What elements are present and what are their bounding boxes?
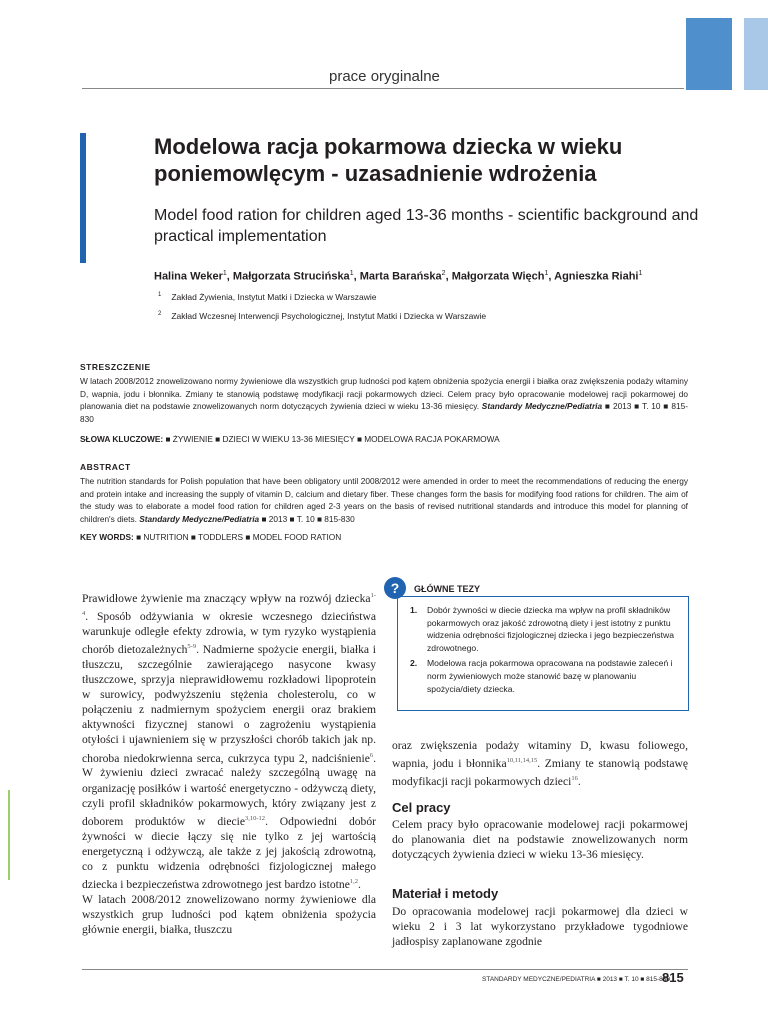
header-divider bbox=[82, 88, 684, 89]
author-name: Małgorzata Strucińska bbox=[232, 270, 350, 283]
body-paragraph bbox=[392, 738, 688, 789]
body-right-intro bbox=[392, 738, 688, 789]
author-affiliation-mark: 1 bbox=[544, 270, 549, 277]
thesis-item bbox=[410, 604, 680, 654]
streszczenie-text bbox=[80, 375, 688, 425]
body-text: . Odpowiedni dobór żywności w diecie łączy się nie tylko z jej wartością energetyczną i odżywczą, ale także z jej jakością zdrowotną, co z punktu widzenia odrębności fizjologicznej małego dziecka i bezpieczeństwa zdrowotnego jest bardzo istotne bbox=[82, 814, 376, 891]
author-affiliation-mark: 2 bbox=[441, 270, 446, 277]
keywords-list: ■ ŻYWIENIE ■ DZIECI W WIEKU 13-36 MIESIĘCY ■ MODELOWA RACJA POKARMOWA bbox=[165, 434, 500, 444]
abstract-citation-journal: Standardy Medyczne/Pediatria bbox=[139, 513, 260, 524]
thesis-text: Modelowa racja pokarmowa opracowana na podstawie zaleceń i norm żywieniowych może stanowić bazę w planowaniu spożycia/diety dziecka. bbox=[427, 658, 673, 694]
body-paragraph bbox=[82, 588, 376, 892]
streszczenie-citation: ■ 2013 ■ T. 10 ■ 815-830 bbox=[80, 401, 688, 424]
thesis-item bbox=[410, 657, 680, 695]
margin-marker bbox=[8, 790, 10, 880]
citation-ref: 6 bbox=[369, 751, 374, 759]
author-affiliation-mark: 1 bbox=[222, 270, 227, 277]
abstract-text bbox=[80, 475, 688, 525]
keywords-list: ■ NUTRITION ■ TODDLERS ■ MODEL FOOD RATION bbox=[136, 532, 342, 542]
thesis-list bbox=[410, 604, 680, 698]
body-paragraph: W latach 2008/2012 znowelizowano normy żywieniowe dla wszystkich grup ludności pod kątem obniżenia spożycia głównie energii, białka, tłuszczu bbox=[82, 892, 376, 937]
thesis-text: Dobór żywności w diecie dziecka ma wpływ na profil składników pokarmowych oraz jakość zdrowotną diety i jest istotny z punktu widzenia odrębności fizjologicznej dziecka i jego bezpieczeństwa zdrowotnego. bbox=[427, 605, 674, 653]
streszczenie-citation-journal: Standardy Medyczne/Pediatria bbox=[481, 401, 603, 412]
author-list: Halina Weker$^1$, Małgorzata Strucińska$^1$, Marta Barańska$^2$, Małgorzata Więch$^1$, Agnieszka Riahi$^1$ bbox=[154, 270, 643, 283]
affiliation-text: Zakład Żywienia, Instytut Matki i Dziecka w Warszawie bbox=[171, 292, 377, 302]
abstract-keywords bbox=[80, 532, 341, 542]
abstract-citation: ■ 2013 ■ T. 10 ■ 815-830 bbox=[261, 513, 355, 524]
author-affiliation-mark: 1 bbox=[349, 270, 354, 277]
thesis-number: 2. bbox=[410, 658, 418, 669]
body-right-materials bbox=[392, 904, 688, 949]
citation-ref: 10,11,14,15 bbox=[506, 757, 538, 765]
body-left-column bbox=[82, 588, 376, 937]
article-title-en: Model food ration for children aged 13-36 months - scientific background and practical implementation bbox=[154, 207, 699, 245]
body-text: . bbox=[357, 877, 361, 891]
citation-ref: 3,10-12 bbox=[245, 814, 266, 822]
body-text: . Zmiany te stanowią podstawę modyfikacji racji pokarmowych dzieci bbox=[392, 756, 689, 788]
keywords-label: KEY WORDS: bbox=[80, 532, 134, 542]
abstract-heading: ABSTRACT bbox=[80, 462, 131, 472]
section-heading-materials: Materiał i metody bbox=[392, 886, 499, 901]
affiliation-number: 1 bbox=[158, 292, 162, 299]
section-heading-cel: Cel pracy bbox=[392, 800, 451, 815]
body-text: . Sposób odżywiania w okresie wczesnego dzieciństwa warunkuje odległe efekty zdrowia, w tym ryzyko wystąpienia chorób dietozależnych bbox=[82, 609, 376, 656]
body-text: Prawidłowe żywienie ma znaczący wpływ na rozwój dziecka bbox=[82, 591, 371, 605]
footer-journal: STANDARDY MEDYCZNE/PEDIATRIA ■ 2013 ■ T. 10 ■ 815-830 bbox=[482, 976, 670, 983]
body-text: . bbox=[577, 774, 581, 788]
citation-ref: 1-4 bbox=[82, 592, 376, 617]
abstract-body: The nutrition standards for Polish population that have been obligatory until 2008/2012 were amended in order to meet the recommendations of reducing the energy and protein intake and increasing the supply of vitamin D, calcium and dietary fiber. These changes form the basis for modifying food rations for children. The aim of the study was to elaborate a model food ration for children aged 2-3 years on the basis of revised nutritional standards and introduce this model for planning of children's diets. bbox=[80, 476, 688, 524]
page-corner-tab bbox=[686, 18, 768, 90]
corner-tab-light bbox=[744, 18, 768, 90]
author-name: Marta Barańska bbox=[359, 270, 442, 283]
affiliation-1 bbox=[158, 292, 377, 302]
affiliation-number: 2 bbox=[158, 311, 162, 318]
article-title-pl: Modelowa racja pokarmowa dziecka w wieku poniemowlęcym - uzasadnienie wdrożenia bbox=[154, 134, 623, 186]
streszczenie-heading: STRESZCZENIE bbox=[80, 362, 151, 372]
page-number: 815 bbox=[662, 970, 684, 985]
thesis-icon: ? bbox=[384, 577, 406, 599]
streszczenie-keywords bbox=[80, 434, 500, 444]
corner-tab-dark bbox=[686, 18, 732, 90]
body-text: oraz zwiększenia podaży witaminy D, kwasu foliowego, wapnia, jodu i błonnika bbox=[392, 739, 688, 770]
body-right-cel bbox=[392, 817, 688, 862]
body-paragraph: Do opracowania modelowej racji pokarmowej dla dzieci w wieku 2 i 3 lat wykorzystano przykładowe tygodniowe jadłospisy zaplanowane zgodnie bbox=[392, 905, 688, 949]
author-name: Agnieszka Riahi bbox=[554, 270, 639, 283]
citation-ref: 5-9 bbox=[187, 643, 197, 650]
streszczenie-body: W latach 2008/2012 znowelizowano normy żywieniowe dla wszystkich grup ludności pod kątem obniżenia spożycia energii i białka oraz zwiększenia podaży witaminy D, wapnia, jodu i błonnika. Zmiany te stanowią podstawę modyfikacji racji pokarmowych dzieci. Celem pracy było opracowanie modelowej racji pokarmowej do planowania diet na podstawie znowelizowanych norm dotyczących żywienia dzieci w wieku 13-36 miesięcy. bbox=[80, 376, 688, 412]
author-affiliation-mark: 1 bbox=[638, 270, 643, 277]
author-name: Halina Weker bbox=[154, 270, 223, 283]
affiliation-text: Zakład Wczesnej Interwencji Psychologicznej, Instytut Matki i Dziecka w Warszawie bbox=[171, 311, 487, 321]
footer-divider bbox=[82, 969, 688, 970]
body-paragraph: Celem pracy było opracowanie modelowej racji pokarmowej do planowania diet na podstawie znowelizowanych norm dotyczących żywienia dzieci w wieku 13-36 miesięcy. bbox=[392, 818, 688, 862]
section-label: prace oryginalne bbox=[329, 68, 440, 85]
thesis-box-title: GŁÓWNE TEZY bbox=[414, 584, 480, 594]
keywords-label: SŁOWA KLUCZOWE: bbox=[80, 434, 164, 444]
citation-ref: 1,2 bbox=[349, 877, 358, 885]
body-text: . W żywieniu dzieci zwracać należy szczególną uwagę na organizację posiłków i wartość energetyczno - odżywczą diety, czyli profil składników pokarmowych, który związany jest z doborem produktów w diecie bbox=[82, 751, 376, 828]
author-name: Małgorzata Więch bbox=[451, 270, 545, 283]
body-text: . Nadmierne spożycie energii, białka i tłuszczu, szczególnie zawierającego nasycone kwasy tłuszczowe, sprzyja nieprawidłowemu rozkładowi lipoprotein w surowicy, podwyższeniu stężenia cholesterolu, co w połączeniu z nadmiernym spożyciem energii oraz brakiem aktywności fizycznej stanowi o zagrożeniu wystąpienia otyłości i ujawnieniem się w przyszłości chorób takich jak np. choroba niedokrwienna serca, cukrzyca typu 2, nadciśnienie bbox=[82, 642, 376, 765]
citation-ref: 16 bbox=[571, 775, 578, 783]
title-accent-bar bbox=[80, 133, 86, 263]
thesis-number: 1. bbox=[410, 605, 418, 615]
affiliation-2 bbox=[158, 311, 486, 321]
